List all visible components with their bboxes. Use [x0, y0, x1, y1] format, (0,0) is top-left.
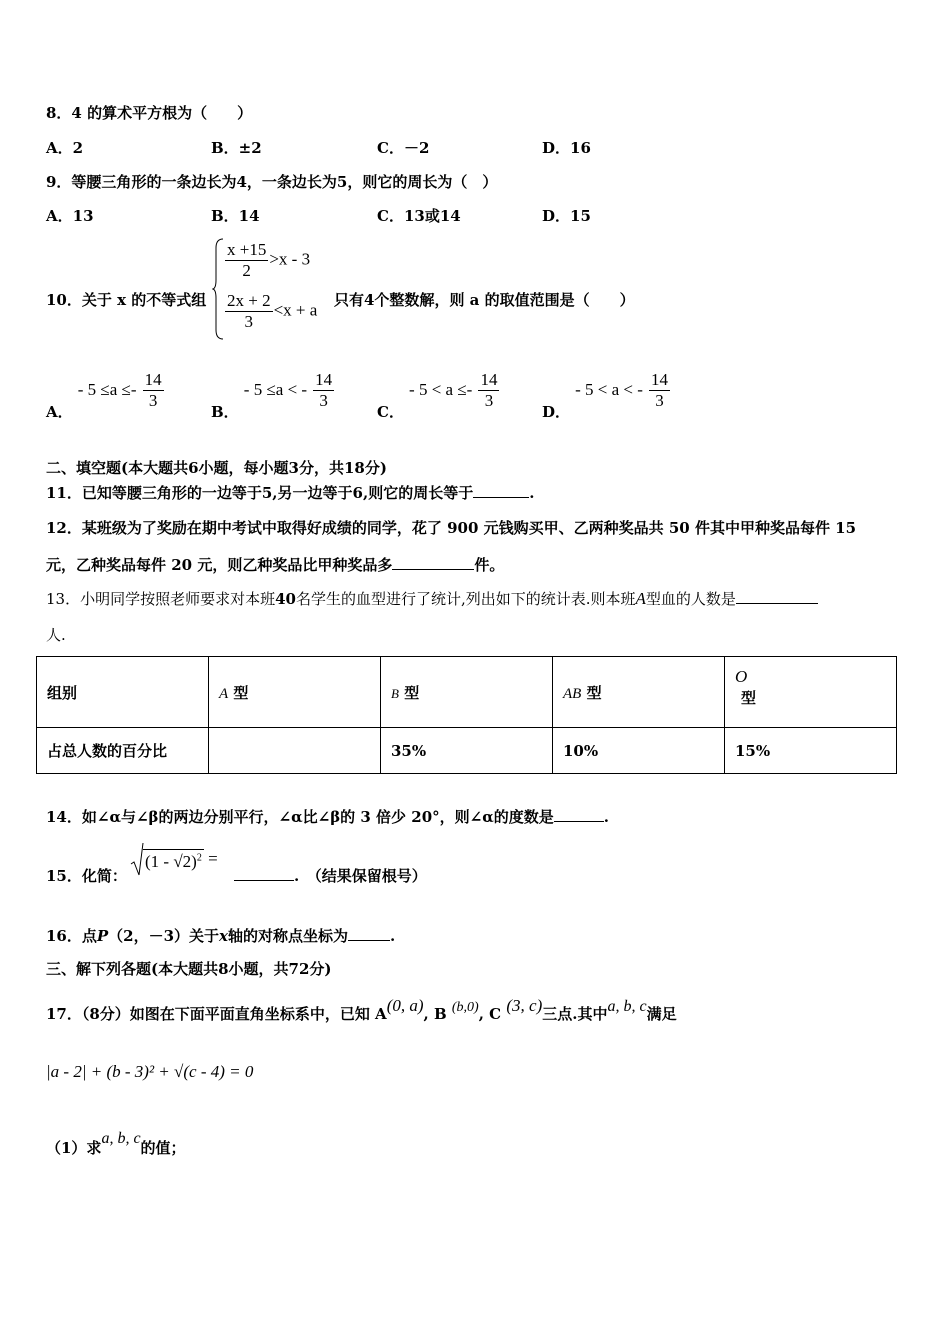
q13-answer-blank[interactable]: [736, 589, 818, 604]
table-row: [37, 728, 897, 774]
q15-answer: . （结果保留根号）: [234, 865, 427, 886]
q10-inequality-2: $\frac{2x + 2}{3}$ <x + a: [227, 291, 318, 331]
q8-option-d: D．16: [542, 139, 591, 157]
q17-condition-equation: |a - 2| + (b - 3)² + √(c - 4) = 0: [46, 1062, 254, 1081]
q16-text: 16．点P（2，－3）关于x轴的对称点坐标为 .: [46, 927, 396, 945]
q9-option-a: A．13: [46, 207, 94, 225]
q10-option-b: B． - 5 ≤a < - $\frac{14}{3}$: [211, 370, 333, 421]
table-cell: 10%: [553, 728, 725, 774]
table-cell: [209, 728, 381, 774]
q12-answer-blank[interactable]: [392, 555, 474, 570]
q16-answer-blank[interactable]: [348, 926, 390, 941]
q15-radical-expression: (1 - √2)$^2$ =: [130, 842, 218, 878]
q11-text: 11．已知等腰三角形的一边等于5,另一边等于6,则它的周长等于 .: [46, 484, 535, 502]
q8-option-a: A．2: [46, 139, 84, 157]
q10-option-a: A． - 5 ≤a ≤- $\frac{14}{3}$: [46, 370, 162, 421]
q8-option-c: C．－2: [377, 139, 430, 157]
q14-text: 14．如∠α与∠β的两边分别平行，∠α比∠β的 3 倍少 20°，则∠α的度数是 .: [46, 808, 609, 826]
table-cell: B 型: [381, 657, 553, 728]
q12-line-1: 12．某班级为了奖励在期中考试中取得好成绩的同学，花了 900 元钱购买甲、乙两种奖品共 50 件其中甲种奖品每件 15: [46, 519, 857, 537]
q13-text-line-2: 人.: [46, 626, 66, 644]
table-cell: 组别: [37, 657, 209, 728]
blood-type-table: [36, 656, 897, 774]
table-cell: O 型: [725, 657, 897, 728]
q10-option-c: C． - 5 < a ≤- $\frac{14}{3}$: [377, 370, 498, 421]
q15-label: 15．化简：: [46, 867, 127, 885]
section-2-heading: 二、填空题(本大题共6小题，每小题3分，共18分): [46, 459, 387, 477]
q13-text: 13．小明同学按照老师要求对本班40名学生的血型进行了统计,列出如下的统计表.则本班A型血的人数是: [46, 588, 818, 609]
q17-stem: 17．（8分）如图在下面平面直角坐标系中，已知 A(0, a), B (b,0), C (3, c)三点.其中a, b, c满足: [46, 996, 677, 1023]
q8-option-b: B．±2: [211, 139, 262, 157]
table-cell: AB 型: [553, 657, 725, 728]
table-cell: 15%: [725, 728, 897, 774]
q17-sub1: （1）求a, b, c的值；: [46, 1130, 186, 1157]
q10-option-d: D． - 5 < a < - $\frac{14}{3}$: [542, 370, 668, 421]
table-header-row: [37, 657, 897, 728]
radical-sign-icon: [130, 842, 144, 878]
q15-answer-blank[interactable]: [234, 866, 294, 881]
q10-system-brace: [212, 238, 224, 340]
table-cell: 35%: [381, 728, 553, 774]
q10-stem: 10．关于 x 的不等式组: [46, 291, 207, 309]
q9-option-b: B．14: [211, 207, 260, 225]
q9-option-d: D．15: [542, 207, 591, 225]
table-cell: A 型: [209, 657, 381, 728]
q12-line-2: 元，乙种奖品每件 20 元，则乙种奖品比甲种奖品多 件。: [46, 556, 505, 574]
table-cell: 占总人数的百分比: [37, 728, 209, 774]
q11-answer-blank[interactable]: [473, 483, 529, 498]
q10-inequality-1: $\frac{x +15}{2}$ >x - 3: [227, 240, 311, 280]
q14-answer-blank[interactable]: [554, 807, 604, 822]
section-3-heading: 三、解下列各题(本大题共8小题，共72分): [46, 960, 332, 978]
q9-option-c: C．13或14: [377, 207, 461, 225]
q9-stem: 9．等腰三角形的一条边长为4，一条边长为5，则它的周长为（ ）: [46, 173, 498, 191]
q8-stem: 8．4 的算术平方根为（ ）: [46, 104, 253, 122]
q10-stem-tail: 只有4个整数解，则 a 的取值范围是（ ）: [334, 291, 635, 309]
